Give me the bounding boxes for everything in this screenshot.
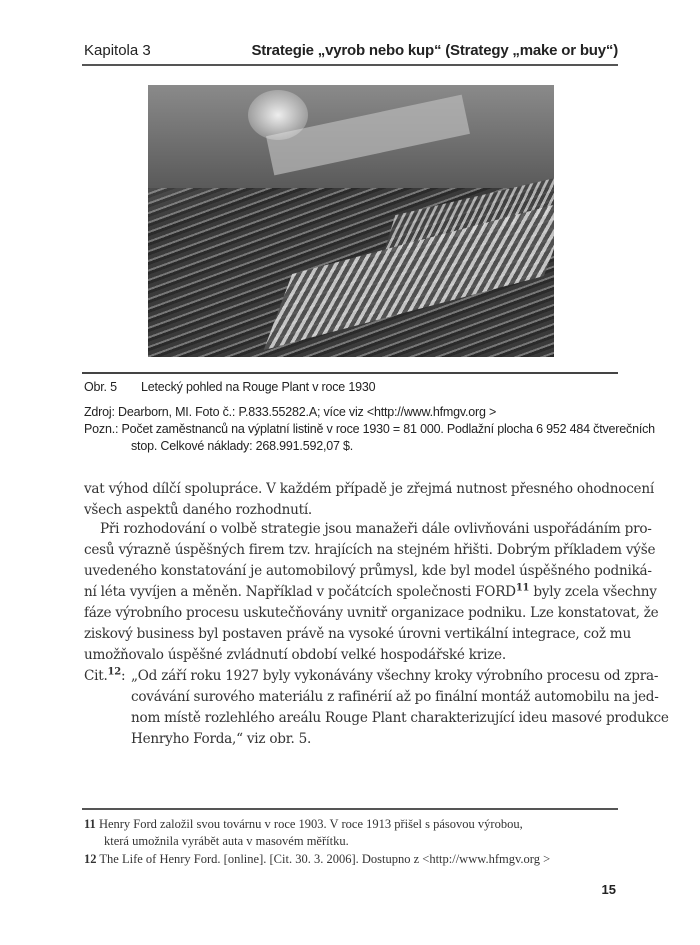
text-line: umožňovalo úspěšné zvládnutí období velké hospodářské krize. [84,647,506,663]
text-line: vat výhod dílčí spolupráce. V každém případě je zřejmá nutnost přesného ohodnocení [84,481,654,497]
footnote-text: která umožnila vyrábět auta v masovém měřítku. [104,834,349,848]
figure-note: Pozn.: Počet zaměstnanců na výplatní listině v roce 1930 = 81 000. Podlažní plocha 6 952 484 čtverečních [84,422,655,436]
text-line: covávání surového materiálu z rafinérií až po finální montáž automobilu na jed- [131,689,659,705]
text-line: „Od září roku 1927 byly vykonávány všechny kroky výrobního procesu od zpra- [131,668,659,684]
text-line: Při rozhodování o volbě strategie jsou manažeři dále ovlivňováni uspořádáním pro- [100,521,652,537]
figure-note-cont: stop. Celkové náklady: 268.991.592,07 $. [131,439,354,453]
text-line: uvedeného konstatování je automobilový průmysl, kde byl model úspěšného podniká- [84,563,652,579]
text-line: ní léta vyvíjen a měněn. Například v počátcích společnosti FORD$^{11}$ byly zcela všechny [84,582,657,600]
header-rule [82,64,618,66]
text-line: Henryho Forda,“ viz obr. 5. [131,731,312,747]
citation-label: Cit.$^{12}$: [84,666,126,684]
footnote-ref[interactable]: 11 [515,582,530,594]
text-line: všech aspektů daného rozhodnutí. [84,502,312,518]
caption-rule [82,372,618,374]
paragraph-1 [84,479,654,521]
chapter-title: Strategie „vyrob nebo kup“ (Strategy „make or buy“) [251,42,618,59]
text-line: cesů výrazně úspěšných firem tzv. hrajících na stejném hřišti. Dobrým příkladem výše [84,542,656,558]
page-number: 15 [601,882,616,897]
footnote-ref[interactable]: 12 [107,666,121,678]
paragraph-2 [84,519,659,666]
chapter-label: Kapitola 3 [84,42,151,59]
figure-caption-text: Letecký pohled na Rouge Plant v roce 1930 [141,380,376,394]
footnote-text: The Life of Henry Ford. [online]. [Cit. 30. 3. 2006]. Dostupno z <http://www.hfmgv.org > [99,852,551,866]
page-header [84,40,618,64]
text-line: fáze výrobního procesu uskutečňovány uvnitř organizace podniku. Lze konstatovat, že [84,605,659,621]
footnote-number: 11 [84,817,96,831]
footnote-rule [82,808,618,810]
figure-caption [84,379,375,396]
text-line: nom místě rozlehlého areálu Rouge Plant charakterizující ideu masové produkce [131,710,669,726]
citation [131,666,669,750]
figure-label: Obr. 5 [84,380,117,394]
figure-source: Zdroj: Dearborn, MI. Foto č.: P.833.55282.A; více viz <http://www.hfmgv.org > [84,405,497,419]
footnote-number: 12 [84,852,97,866]
footnote-text: Henry Ford založil svou továrnu v roce 1903. V roce 1913 přišel s pásovou výrobou, [98,817,523,831]
footnote-11 [84,816,523,850]
text-line: ziskový business byl postaven právě na vysoké úrovni vertikální integrace, což mu [84,626,631,642]
footnote-12 [84,851,550,868]
aerial-photo-rouge-plant [148,85,554,357]
